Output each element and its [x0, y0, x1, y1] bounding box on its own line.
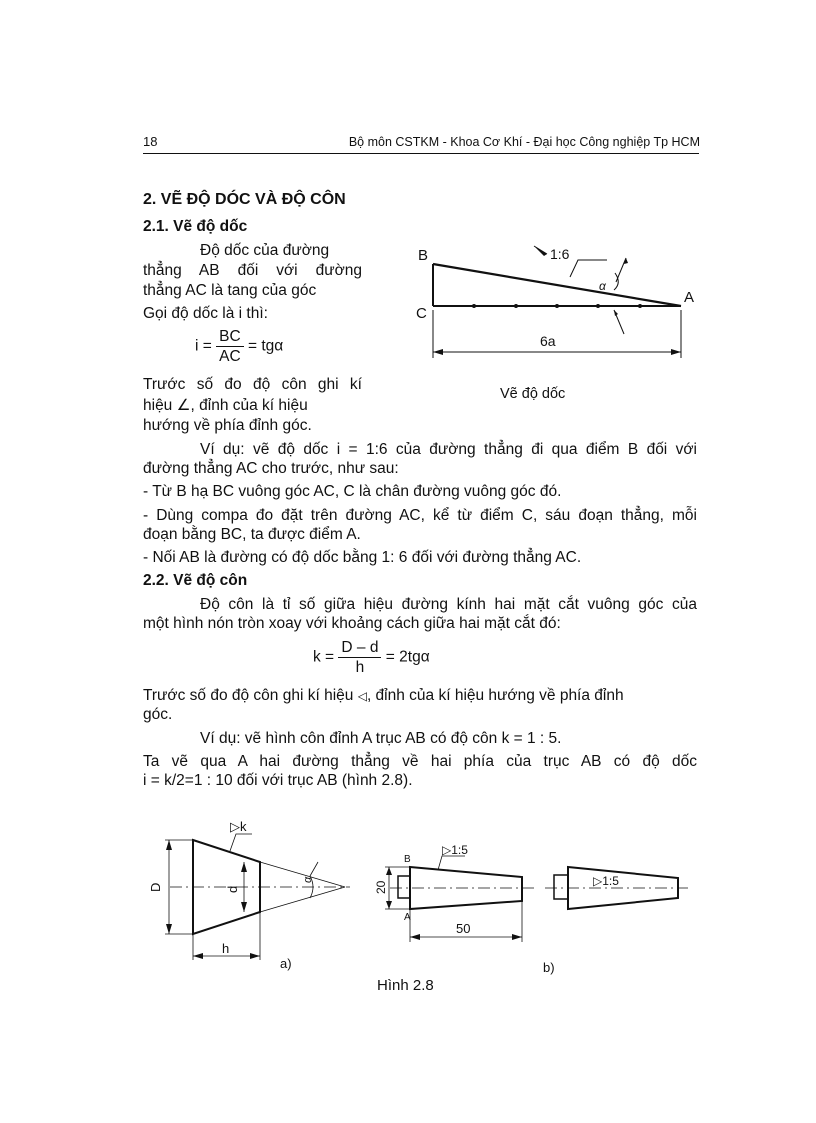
- fig2b-label-B: B: [404, 854, 411, 865]
- fig2b-sublabel: b): [543, 960, 555, 975]
- fig2a-label-d: d: [225, 885, 240, 893]
- taper-example: Ví dụ: vẽ hình côn đỉnh A trục AB có độ côn k = 1 : 5.: [200, 730, 562, 747]
- page-number: 18: [143, 134, 158, 149]
- slope-formula-den: AC: [219, 348, 241, 365]
- slope-formula-fraction: [216, 327, 244, 366]
- fig1-length-label: 6a: [540, 333, 556, 349]
- taper-para-line2: một hình nón tròn xoay với khoảng cách giữa hai mặt cắt đó:: [143, 615, 561, 632]
- taper-formula-lhs: k =: [313, 648, 335, 666]
- fig1-alpha: α: [599, 279, 606, 293]
- taper-formula: [313, 638, 430, 677]
- fig2c-taper-label: ▷1:5: [593, 874, 619, 888]
- slope-step-1: - Từ B hạ BC vuông góc AC, C là chân đường vuông góc đó.: [143, 483, 562, 500]
- fig1-label-B: B: [418, 247, 429, 264]
- taper-para-line1: Độ côn là tỉ số giữa hiệu đường kính hai mặt cắt vuông góc của: [200, 596, 697, 613]
- taper-formula-fraction: [338, 638, 381, 677]
- fig2a-label-k: ▷k: [230, 819, 247, 834]
- taper-note-tail: , đỉnh của kí hiệu hướng về phía đỉnh: [366, 687, 624, 704]
- taper-note-line1: [143, 686, 697, 706]
- para-slope-line2: thẳng AB đối với đường: [143, 262, 362, 279]
- taper-formula-num: D – d: [338, 638, 381, 658]
- para-note-hieu: hiệu: [143, 397, 173, 414]
- taper-formula-den: h: [355, 659, 365, 676]
- para-note-line3: hướng về phía đỉnh góc.: [143, 417, 312, 434]
- header-rule: [143, 153, 699, 154]
- figure-2-8: [140, 810, 700, 995]
- fig1-line-BA: [433, 264, 681, 306]
- fig2a-sublabel: a): [280, 956, 292, 971]
- fig1-slope-label: 1:6: [550, 246, 570, 262]
- fig2b-taper-label: ▷1:5: [442, 843, 468, 857]
- running-header: Bộ môn CSTKM - Khoa Cơ Khí - Đại học Công nghiệp Tp HCM: [348, 135, 700, 149]
- slope-example-line2: đường thẳng AC cho trước, như sau:: [143, 460, 399, 477]
- subsection-heading-taper: 2.2. Vẽ độ côn: [143, 572, 248, 589]
- fig2a-label-D: D: [148, 882, 163, 892]
- taper-note-text: Trước số đo độ côn ghi kí hiệu: [143, 687, 354, 704]
- para-slope-line3: thẳng AC là tang của góc: [143, 282, 317, 299]
- slope-formula-lhs: i =: [195, 337, 212, 355]
- para-slope-line1: Độ dốc của đường: [200, 242, 330, 259]
- slope-step-3: - Nối AB là đường có độ dốc bằng 1: 6 đối với đường thẳng AC.: [143, 549, 582, 566]
- slope-formula-rhs: = tgα: [247, 337, 284, 355]
- para-note-line2: [143, 396, 363, 415]
- para-note-line1: Trước số đo độ côn ghi kí: [143, 376, 362, 393]
- taper-para3-line2: i = k/2=1 : 10 đối với trục AB (hình 2.8).: [143, 772, 413, 789]
- taper-note-line2: góc.: [143, 706, 173, 723]
- fig2a-label-alpha: α: [302, 876, 314, 883]
- fig1-caption: Vẽ độ dốc: [500, 386, 566, 402]
- taper-formula-rhs: = 2tgα: [385, 648, 430, 666]
- slope-figure: [400, 230, 710, 410]
- fig1-slope-leader: [570, 260, 607, 277]
- fig2b-dim-20: 20: [374, 880, 388, 894]
- taper-para3-line1: Ta vẽ qua A hai đường thẳng về hai phía của trục AB có độ dốc: [143, 753, 697, 770]
- fig1-label-A: A: [684, 289, 695, 306]
- slope-step-2: - Dùng compa đo đặt trên đường AC, kể từ điểm C, sáu đoạn thẳng, mỗi: [143, 507, 697, 524]
- angle-symbol: ∠: [176, 397, 191, 414]
- slope-example-line1: Ví dụ: vẽ độ dốc i = 1:6 của đường thẳng đi qua điểm B đối với: [200, 441, 697, 458]
- fig2b-label-A: A: [404, 912, 411, 923]
- fig2a-label-h: h: [222, 941, 230, 956]
- taper-symbol: ◁: [357, 689, 367, 703]
- fig2a-cone: [165, 834, 350, 960]
- para-note-tail: , đỉnh của kí hiệu: [190, 397, 308, 414]
- slope-formula: [195, 327, 283, 366]
- fig2b-dim-50: 50: [456, 921, 471, 936]
- slope-step-2-cont: đoạn bằng BC, ta được điểm A.: [143, 526, 361, 543]
- slope-formula-num: BC: [216, 327, 244, 347]
- para-slope-define: Gọi độ dốc là i thì:: [143, 305, 268, 322]
- subsection-heading-slope: 2.1. Vẽ độ dốc: [143, 218, 248, 235]
- section-heading: 2. VẼ ĐỘ DÓC VÀ ĐỘ CÔN: [143, 191, 346, 208]
- figure-caption: Hình 2.8: [377, 977, 434, 994]
- fig1-label-C: C: [416, 305, 427, 322]
